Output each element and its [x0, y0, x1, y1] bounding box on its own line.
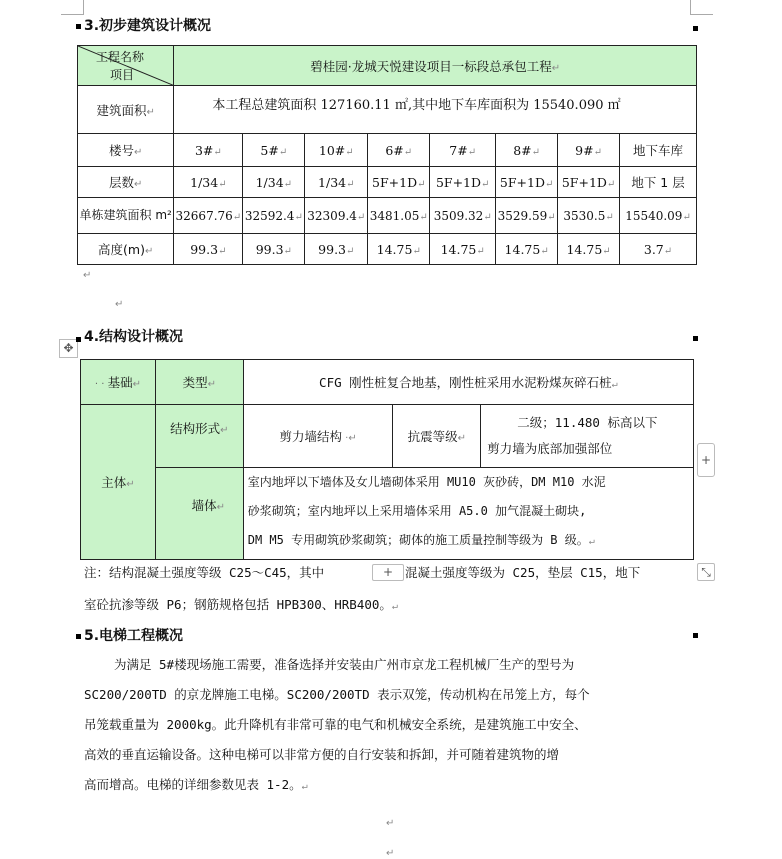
structure-note-line-2: 室砼抗渗等级 P6；钢筋规格包括 HPB300、HRB400。↵ [84, 597, 398, 612]
table-resize-handle-icon[interactable]: ⤡ [697, 563, 715, 581]
table-cell: 9#↵ [558, 134, 620, 167]
table-cell: 3529.59↵ [496, 198, 558, 234]
area-label-cell: 建筑面积↵ [78, 86, 174, 134]
table-cell: 6#↵ [368, 134, 430, 167]
table-row [78, 134, 697, 167]
table-cell: 14.75↵ [558, 234, 620, 265]
section3-heading: 3.初步建筑设计概况 [84, 18, 212, 34]
area-text: 本工程总建筑面积 127160.11 ㎡,其中地下车库面积为 15540.090 ㎡ [212, 98, 621, 113]
table-cell: 32309.4↵ [305, 198, 368, 234]
structure-form-label-cell: 结构形式↵ [155, 405, 243, 468]
corner-bottom-label: 项目 [110, 68, 135, 82]
crop-mark-top-left [61, 0, 84, 15]
paragraph-line: SC200/200TD 的京龙牌施工电梯。SC200/200TD 表示双笼，传动机构在吊笼上方，每个 [84, 687, 590, 702]
table-cell: 32592.4↵ [243, 198, 305, 234]
structure-form-value-cell: 剪力墙结构 ·↵ [243, 405, 393, 468]
seismic-value-line-2: 剪力墙为底部加强部位 [487, 441, 613, 456]
row-label: 单栋建筑面积 m² [78, 198, 174, 234]
wall-label-cell: 墙体↵ [155, 468, 243, 560]
structure-note-line-1: 注：结构混凝土强度等级 C25～C45，其中 [84, 565, 325, 580]
area-label: 建筑面积 [96, 102, 147, 118]
building-table [77, 45, 697, 265]
table-cell: 5F+1D↵ [496, 167, 558, 198]
row-label: 高度(m)↵ [78, 234, 174, 265]
table-cell: 14.75↵ [430, 234, 496, 265]
paragraph-return-mark: ↵ [386, 818, 395, 829]
table-cell: 7#↵ [430, 134, 496, 167]
table-cell: 99.3↵ [243, 234, 305, 265]
paragraph-return-mark: ↵ [83, 270, 92, 281]
wall-label: 墙体 [191, 498, 217, 513]
project-name-cell: 碧桂园·龙城天悦建设项目一标段总承包工程↵ [174, 46, 697, 86]
type-label-cell: 类型↵ [155, 360, 243, 405]
structure-note-line-1-cont: 混凝土强度等级为 C25，垫层 C15，地下 [405, 565, 641, 580]
paragraph-return-mark: ↵ [115, 299, 124, 310]
table-cell: 5F+1D↵ [368, 167, 430, 198]
section5-heading: 5.电梯工程概况 [84, 628, 184, 644]
wall-text-cell: 室内地坪以下墙体及女儿墙砌体采用 MU10 灰砂砖，DM M10 水泥 砂浆砌筑；室内地坪以上采用墙体采用 A5.0 加气混凝土砌块, DM M5 专用砌筑砂浆砌筑；砌体的施工质量控制等级为 B 级。↵ [243, 468, 693, 560]
main-label: 主体 [101, 475, 127, 490]
table-cell: 地下 1 层 [620, 167, 697, 198]
type-value: CFG 刚性桩复合地基，刚性桩采用水泥粉煤灰碎石桩 [319, 375, 612, 390]
table-cell: 5F+1D↵ [558, 167, 620, 198]
table-cell: 3#↵ [174, 134, 243, 167]
table-cell: 1/34↵ [243, 167, 305, 198]
table-cell: 5#↵ [243, 134, 305, 167]
area-text-cell [174, 86, 697, 134]
crop-mark-top-right [690, 0, 713, 15]
structure-form-label: 结构形式 [170, 421, 221, 436]
table-cell: 3.7↵ [620, 234, 697, 265]
paragraph-marker [76, 634, 81, 639]
seismic-label: 抗震等级 [407, 429, 458, 444]
table-cell: 3481.05↵ [368, 198, 430, 234]
table-cell: 32667.76↵ [174, 198, 243, 234]
structure-form-value: 剪力墙结构 [279, 429, 342, 444]
table-cell: 3509.32↵ [430, 198, 496, 234]
main-label-cell: 主体↵ [81, 405, 156, 560]
seismic-value-line-1: 二级；11.480 标高以下 [517, 415, 658, 430]
row-label: 楼号↵ [78, 134, 174, 167]
table-row [78, 198, 697, 234]
table-row [78, 167, 697, 198]
seismic-value-cell [481, 405, 694, 468]
table-cell: 1/34↵ [305, 167, 368, 198]
paragraph-marker [693, 336, 698, 341]
table-cell: 5F+1D↵ [430, 167, 496, 198]
add-row-button[interactable]: + [372, 564, 404, 581]
corner-top-label: 工程名称 [96, 50, 145, 64]
table-row [78, 234, 697, 265]
table-cell: 3530.5↵ [558, 198, 620, 234]
paragraph-marker [693, 26, 698, 31]
elevator-paragraph: 为满足 5#楼现场施工需要，准备选择并安装由广州市京龙工程机械厂生产的型号为 SC200/200TD 的京龙牌施工电梯。SC200/200TD 表示双笼，传动机构在吊笼上方，每个 吊笼载重量为 2000kg。此升降机有非常可靠的电气和机械安全系统，是建筑施工中安全、 高效的垂直运输设备。这种电梯可以非常方便的自行安装和拆卸，并可随着建筑物的增 高而增高。电梯的详细参数见表 1-2。↵ [84, 650, 690, 802]
table-cell: 8#↵ [496, 134, 558, 167]
paragraph-marker [693, 633, 698, 638]
table-move-handle-icon[interactable]: ✥ [59, 339, 78, 358]
table-cell: 地下车库 [620, 134, 697, 167]
table-cell: 15540.09↵ [620, 198, 697, 234]
paragraph-line: 吊笼载重量为 2000kg。此升降机有非常可靠的电气和机械安全系统，是建筑施工中安全、 [84, 717, 587, 732]
paragraph-line: 高而增高。电梯的详细参数见表 1-2。 [84, 777, 302, 792]
table-cell: 14.75↵ [496, 234, 558, 265]
table-cell: 14.75↵ [368, 234, 430, 265]
foundation-label: 基础 [107, 375, 133, 390]
project-name: 碧桂园·龙城天悦建设项目一标段总承包工程 [310, 58, 552, 74]
type-value-cell: CFG 刚性桩复合地基，刚性桩采用水泥粉煤灰碎石桩↵ [243, 360, 693, 405]
seismic-label-cell: 抗震等级↵ [393, 405, 481, 468]
table-cell: 1/34↵ [174, 167, 243, 198]
structure-table [80, 359, 694, 560]
wall-line-3: DM M5 专用砌筑砂浆砌筑；砌体的施工质量控制等级为 B 级。 [247, 533, 589, 547]
paragraph-marker [76, 337, 81, 342]
type-label: 类型 [182, 375, 208, 390]
diagonal-header-cell [78, 46, 174, 86]
paragraph-line: 高效的垂直运输设备。这种电梯可以非常方便的自行安装和拆卸，并可随着建筑物的增 [84, 747, 560, 762]
add-column-button[interactable]: + [697, 443, 715, 477]
wall-line-1: 室内地坪以下墙体及女儿墙砌体采用 MU10 灰砂砖，DM M10 水泥 [247, 475, 606, 489]
foundation-label-cell: · · 基础↵ [81, 360, 156, 405]
table-cell: 99.3↵ [305, 234, 368, 265]
paragraph-return-mark: ↵ [386, 848, 395, 859]
section4-heading: 4.结构设计概况 [84, 329, 184, 345]
table-cell: 99.3↵ [174, 234, 243, 265]
paragraph-line: 为满足 5#楼现场施工需要，准备选择并安装由广州市京龙工程机械厂生产的型号为 [114, 657, 575, 672]
wall-line-2: 砂浆砌筑；室内地坪以上采用墙体采用 A5.0 加气混凝土砌块, [247, 504, 587, 518]
table-cell: 10#↵ [305, 134, 368, 167]
paragraph-marker [76, 24, 81, 29]
row-label: 层数↵ [78, 167, 174, 198]
